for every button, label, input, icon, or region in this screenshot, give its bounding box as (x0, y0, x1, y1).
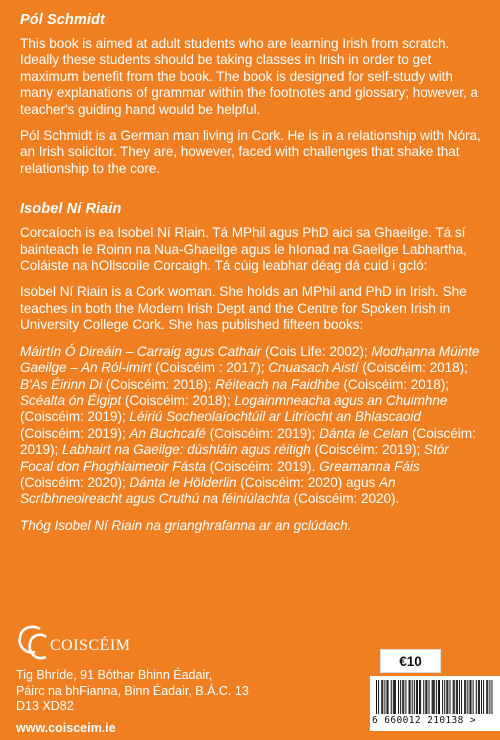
cover-text (20, 12, 482, 544)
book-title: Labhairt na Gaeilge: dúshláin agus réitigh (61, 442, 311, 458)
address-line: Tig Bhríde, 91 Bóthar Bhinn Éadair, (16, 668, 213, 682)
photo-credit-text: Thóg Isobel Ní Riain na grianghrafanna ar an gclúdach. (20, 517, 352, 533)
book-publication: (Coiscéim: 2019); (20, 425, 130, 441)
book-publication: (Coiscéim: 2020) agus (236, 474, 379, 490)
book-publication: (Coiscéim : 2017); (151, 360, 269, 376)
book-title: Greamanna Fáis (319, 458, 420, 474)
price-label: €10 (380, 649, 441, 673)
book-publication: (Coiscéim: 2019); (205, 425, 320, 441)
author2-bio-english: Isobel Ní Riain is a Cork woman. She holds an MPhil and PhD in Irish. She teaches in both the Modern Irish Dept and the Centre for Spoken Irish in University College Cork. She has published fifteen books: (20, 284, 467, 333)
book-publication: (Cois Life: 2002); (261, 343, 372, 359)
publisher-logo-icon (16, 623, 50, 663)
book-publication: (Coiscéim: 2018); (358, 360, 468, 376)
book-title: B'As Éirinn Di (20, 376, 102, 392)
author1-bio: Pól Schmidt is a German man living in Cork. He is in a relationship with Nóra, an Irish solicitor. They are, however, faced with challenges that shake that relationship to the core. (20, 128, 481, 176)
book-title: Scéalta ón Éigipt (20, 392, 122, 408)
book-publication: (Coiscéim: 2019). (205, 458, 320, 474)
book-title: Logainmneacha agus an Chuimhne (234, 392, 448, 408)
author1-name: Pól Schmidt (20, 12, 105, 28)
book-publication: (Coiscéim: 2018); (339, 376, 450, 392)
book-title: Dánta le Celan (319, 425, 409, 441)
book-title: Modhanna Múinte Gaeilge – An Ról-imirt (20, 343, 480, 376)
barcode-number: 6 660012 210138 > (372, 715, 477, 726)
publisher-address (16, 668, 249, 715)
book-publication: (Coiscéim: 2018); (101, 376, 216, 392)
book-title: Réiteach na Faidhbe (215, 376, 340, 392)
book-title: Stór Focal don Fhoghlaimeoir Fásta (20, 442, 449, 474)
book-description: This book is aimed at adult students who are learning Irish from scratch. Ideally these students should be taking classes in Irish in order to get maximum benefit from the book. The book is designed for self-study with many explanations of grammar within the footnotes and glossary; however, a teacher's guiding hand would be helpful. (20, 36, 478, 117)
book-publication: (Coiscéim: 2019); (20, 409, 130, 425)
address-line: D13 XD82 (16, 699, 74, 713)
publisher-website[interactable]: www.coisceim.ie (16, 721, 116, 735)
book-publication: (Coiscéim: 2020); (20, 474, 130, 490)
book-publication: (Coiscéim: 2019); (310, 442, 424, 458)
book-title: An Scríbhneoireacht agus Cruthú na féiniúlachta (20, 474, 396, 507)
author2-bio-irish: Corcaíoch is ea Isobel Ní Riain. Tá MPhil agus PhD aici sa Ghaeilge. Tá sí bainteach le Roinn na Nua-Ghaeilge agus le hIonad na Gaeilge Labhartha, Coláiste na hOllscoile Corcaigh. Tá cúig leabhar déag dá cuid i gcló: (20, 225, 467, 274)
address-line: Páirc na bhFianna, Binn Éadair, B.Á.C. 13 (16, 683, 249, 698)
photo-credit (20, 518, 482, 534)
book-publication: (Coiscéim: 2020). (289, 491, 400, 507)
book-title: Cnuasach Aistí (268, 360, 359, 376)
book-publication: (Coiscéim: 2019); (20, 425, 476, 458)
book-title: Dánta le Hölderlin (129, 474, 237, 490)
author2-name: Isobel Ní Riain (20, 201, 122, 218)
barcode-bars (376, 680, 494, 714)
publisher-name: COISCÉIM (50, 637, 131, 654)
book-title: An Buchcafé (129, 425, 206, 441)
publisher-footer (14, 623, 490, 733)
barcode (370, 676, 500, 731)
book-publication: (Coiscéim: 2018); (121, 392, 235, 408)
book-list (20, 344, 482, 508)
book-title: Máirtín Ó Direáin – Carraig agus Cathair (20, 343, 262, 359)
book-title: Léiriú Socheolaíochtúil ar Litríocht an Bhlascaoid (129, 409, 421, 425)
